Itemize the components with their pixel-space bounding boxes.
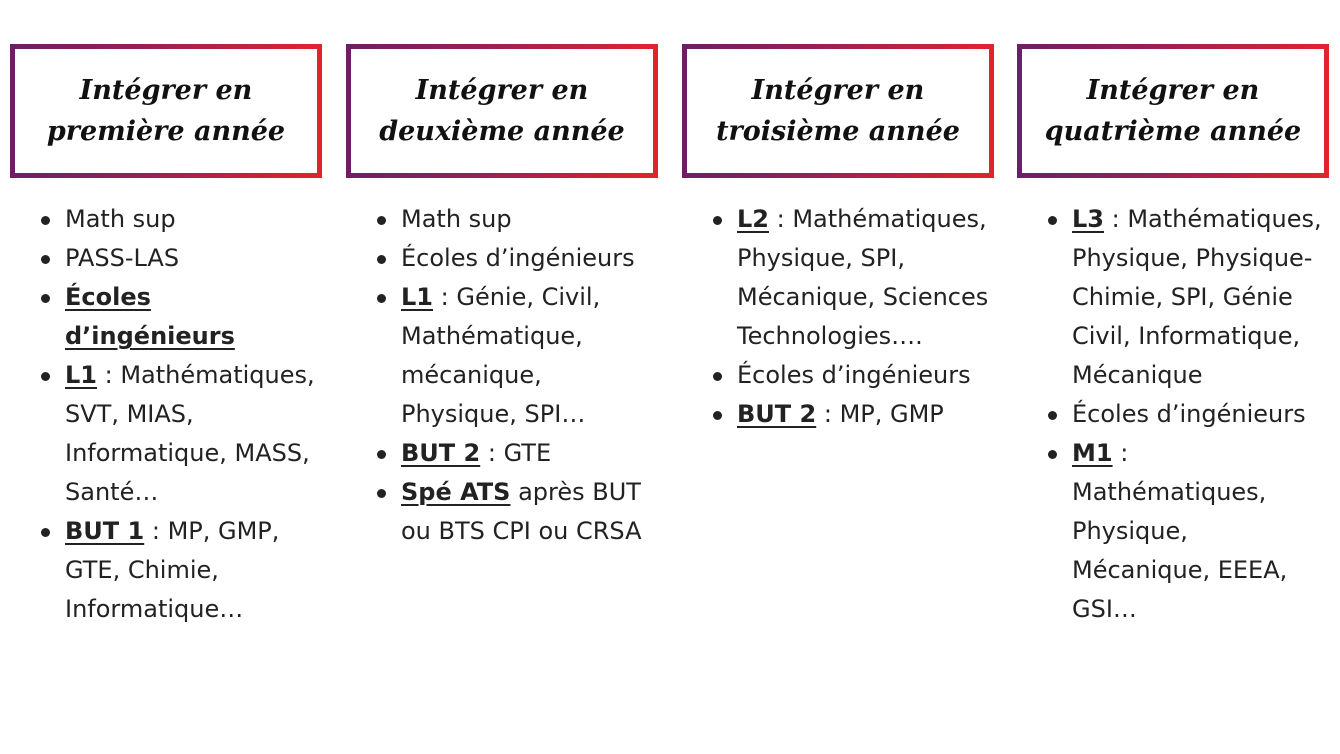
list-item — [10, 200, 322, 239]
item-keyword: L2 — [737, 205, 769, 233]
list-item — [10, 239, 322, 278]
list-item — [1017, 200, 1329, 395]
title-line-1: Intégrer en — [415, 75, 589, 106]
list-item — [10, 356, 322, 512]
header-box-second-year — [346, 44, 658, 178]
item-text: : Mathématiques, Physique, SPI, Mécanique, Sciences Technologies…. — [737, 205, 989, 350]
list-item — [346, 473, 658, 551]
item-text: : GTE — [480, 439, 552, 467]
column-title — [716, 70, 960, 152]
list-item — [346, 239, 658, 278]
item-text: Math sup — [65, 205, 176, 233]
item-keyword: M1 — [1072, 439, 1113, 467]
item-keyword: L3 — [1072, 205, 1104, 233]
list-item — [1017, 395, 1329, 434]
column-first-year — [10, 44, 322, 629]
title-line-2: troisième année — [716, 116, 960, 147]
item-text: après BUT ou BTS CPI ou CRSA — [401, 478, 642, 545]
list-item — [10, 512, 322, 629]
header-box-third-year — [682, 44, 994, 178]
title-line-2: première année — [46, 116, 286, 147]
item-keyword: L1 — [65, 361, 97, 389]
item-text: Math sup — [401, 205, 512, 233]
item-text: PASS-LAS — [65, 244, 180, 272]
item-keyword: L1 — [401, 283, 433, 311]
list-item — [682, 395, 994, 434]
column-title — [1045, 70, 1301, 152]
title-line-1: Intégrer en — [79, 75, 253, 106]
list-item — [1017, 434, 1329, 629]
list-item — [346, 434, 658, 473]
item-text: : Mathématiques, SVT, MIAS, Informatique, MASS, Santé… — [65, 361, 315, 506]
header-box-first-year — [10, 44, 322, 178]
entry-list — [1017, 200, 1329, 629]
item-keyword: Écoles d’ingénieurs — [65, 283, 235, 350]
column-second-year — [346, 44, 658, 551]
list-item — [346, 200, 658, 239]
item-text: : MP, GMP — [816, 400, 944, 428]
item-text: Écoles d’ingénieurs — [401, 244, 635, 272]
column-third-year — [682, 44, 994, 434]
item-text: : Génie, Civil, Mathématique, mécanique, Physique, SPI… — [401, 283, 601, 428]
title-line-2: quatrième année — [1044, 116, 1302, 147]
item-text: : MP, GMP, GTE, Chimie, Informatique… — [65, 517, 280, 623]
column-fourth-year — [1017, 44, 1329, 629]
entry-list — [682, 200, 994, 434]
item-keyword: BUT 1 — [65, 517, 145, 545]
column-title — [379, 70, 624, 152]
title-line-2: deuxième année — [379, 116, 625, 147]
entry-list — [10, 200, 322, 629]
list-item — [682, 200, 994, 356]
entry-list — [346, 200, 658, 551]
item-text: Écoles d’ingénieurs — [1072, 400, 1306, 428]
item-keyword: BUT 2 — [401, 439, 481, 467]
item-keyword: Spé ATS — [401, 478, 511, 506]
item-text: : Mathématiques, Physique, Physique-Chimie, SPI, Génie Civil, Informatique, Mécanique — [1072, 205, 1322, 389]
header-box-fourth-year — [1017, 44, 1329, 178]
list-item — [10, 278, 322, 356]
title-line-1: Intégrer en — [1086, 75, 1260, 106]
list-item — [682, 356, 994, 395]
column-title — [47, 70, 285, 152]
title-line-1: Intégrer en — [751, 75, 925, 106]
item-keyword: BUT 2 — [737, 400, 817, 428]
list-item — [346, 278, 658, 434]
item-text: : Mathématiques, Physique, Mécanique, EEEA, GSI… — [1072, 439, 1288, 623]
item-text: Écoles d’ingénieurs — [737, 361, 971, 389]
